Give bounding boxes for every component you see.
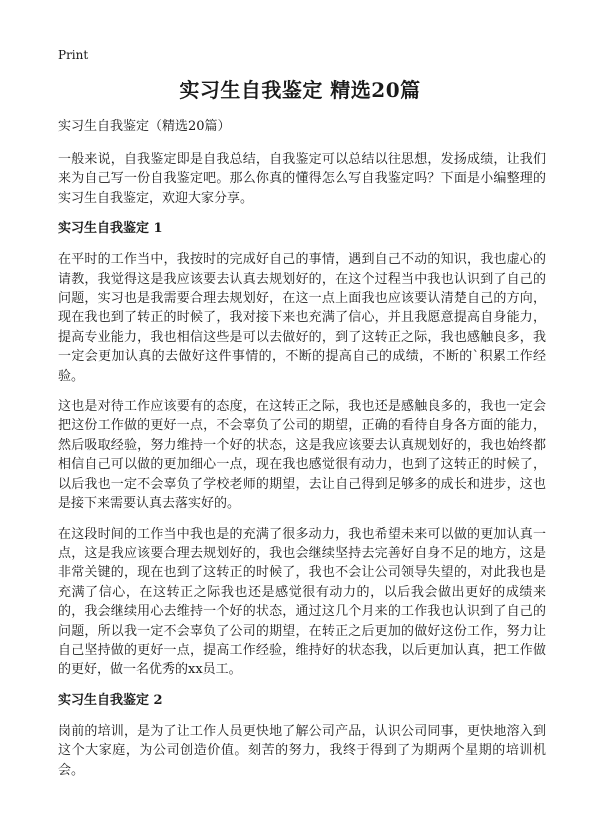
section-1-paragraph-1: 在平时的工作当中，我按时的完成好自己的事情，遇到自己不动的知识，我也虚心的请教，我觉得这是我应该要去认真去规划好的，在这个过程当中我也认识到了自己的问题，实习也是我需要合理去规划好，在这一点上面我也应该要认清楚自己的方向，现在我也到了转正的时候了，我对接下来也充满了信心，并且我愿意提高自身能力，提高专业能力，我也相信这些是可以去做好的，到了这转正之际，我也感触良多，我一定会更加认真的去做好这件事情的，不断的提高自己的成绩，不断的`积累工作经验。 (58, 252, 546, 384)
print-label[interactable]: Print (58, 48, 89, 62)
intro-paragraph: 一般来说，自我鉴定即是自我总结，自我鉴定可以总结以往思想，发扬成绩，让我们来为自己写一份自我鉴定吧。那么你真的懂得怎么写自我鉴定吗？下面是小编整理的实习生自我鉴定，欢迎大家分享。 (58, 152, 546, 206)
section-1-paragraph-2: 这也是对待工作应该要有的态度，在这转正之际，我也还是感触良多的，我也一定会把这份工作做的更好一点，不会辜负了公司的期望，正确的看待自身各方面的能力，然后吸取经验，努力维持一个好的状态，这是我应该要去认真规划好的，我也始终都相信自己可以做的更加细心一点，现在我也感觉很有动力，也到了这转正的时候了，以后我也一定不会辜负了学校老师的期望，去让自己得到足够多的成长和进步，这也是接下来需要认真去落实好的。 (58, 399, 546, 512)
section-heading-1: 实习生自我鉴定 1 (58, 221, 163, 237)
section-1-paragraph-3: 在这段时间的工作当中我也是的充满了很多动力，我也希望未来可以做的更加认真一点，这是我应该要合理去规划好的，我也会继续坚持去完善好自身不足的地方，这是非常关键的，现在也到了这转正的时候了，我也不会让公司领导失望的，对此我也是充满了信心，在这转正之际我也还是感觉很有动力的，以后我会做出更好的成绩来的，我会继续用心去维持一个好的状态，通过这几个月来的工作我也认识到了自己的问题，所以我一定不会辜负了公司的期望，在转正之后更加的做好这份工作，努力让自己坚持做的更好一点，提高工作经验，维持好的状态我，以后更加认真，把工作做的更好，做一名优秀的xx员工。 (58, 526, 546, 678)
document-body (58, 118, 546, 791)
page-title: 实习生自我鉴定 精选20篇 (179, 78, 421, 102)
section-heading-2: 实习生自我鉴定 2 (58, 692, 163, 708)
section-2-paragraph-1: 岗前的培训，是为了让工作人员更快地了解公司产品，认识公司同事，更快地溶入到这个大家庭，为公司创造价值。刻苦的努力，我终于得到了为期两个星期的培训机会。 (58, 723, 546, 778)
document-subtitle: 实习生自我鉴定（精选20篇） (58, 119, 231, 134)
